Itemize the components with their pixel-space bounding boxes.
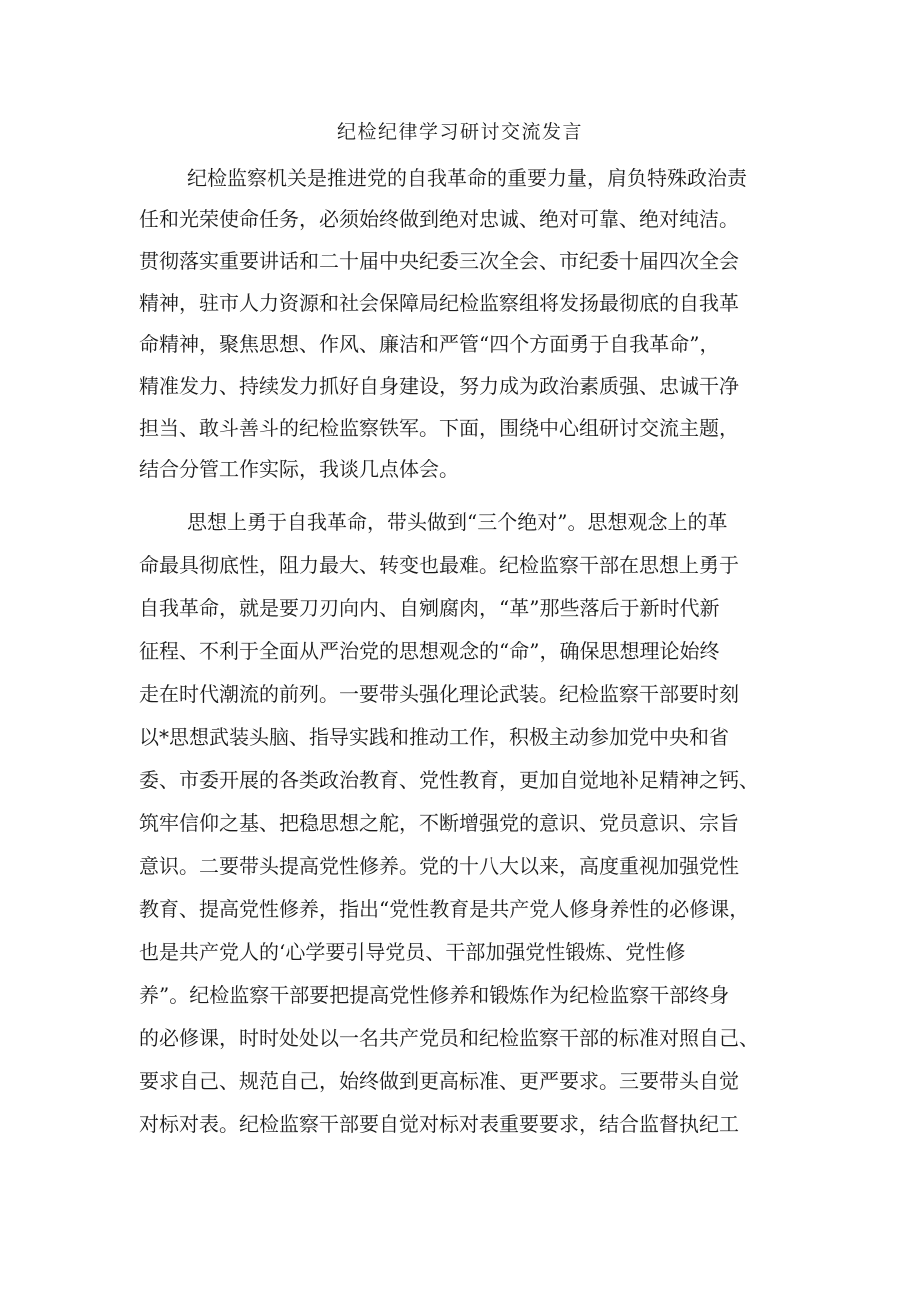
paragraph-1-line-6: 精准发力、持续发力抓好自身建设，努力成为政治素质强、忠诚干净 bbox=[139, 374, 739, 398]
paragraph-2-line-9: 意识。二要带头提高党性修养。党的十八大以来，高度重视加强党性 bbox=[139, 854, 739, 878]
paragraph-2-line-3: 自我革命，就是要刀刃向内、自剜腐肉，“革”那些落后于新时代新 bbox=[139, 596, 720, 620]
paragraph-1-line-5: 命精神，聚焦思想、作风、廉洁和严管“四个方面勇于自我革命”， bbox=[139, 332, 720, 356]
paragraph-1-line-2: 任和光荣使命任务，必须始终做到绝对忠诚、绝对可靠、绝对纯洁。 bbox=[139, 207, 739, 231]
paragraph-2-line-5: 走在时代潮流的前列。一要带头强化理论武装。纪检监察干部要时刻 bbox=[139, 682, 739, 706]
paragraph-2-line-12: 养”。纪检监察干部要把提高党性修养和锻炼作为纪检监察干部终身 bbox=[139, 983, 730, 1007]
paragraph-1-line-8: 结合分管工作实际，我谈几点体会。 bbox=[139, 457, 459, 481]
paragraph-2-line-11: 也是共产党人的‘心学要引导党员、干部加强党性锻炼、党性修 bbox=[139, 940, 686, 964]
paragraph-1-line-4: 精神，驻市人力资源和社会保障局纪检监察组将发扬最彻底的自我革 bbox=[139, 291, 739, 315]
paragraph-2-line-10: 教育、提高党性修养，指出“党性教育是共产党人修身养性的必修课， bbox=[139, 897, 750, 921]
paragraph-1-line-3: 贯彻落实重要讲话和二十届中央纪委三次全会、市纪委十届四次全会 bbox=[139, 249, 739, 273]
paragraph-1-line-7: 担当、敢斗善斗的纪检监察铁军。下面，围绕中心组研讨交流主题， bbox=[139, 416, 739, 440]
paragraph-1-line-1: 纪检监察机关是推进党的自我革命的重要力量，肩负特殊政治责 bbox=[187, 166, 747, 190]
paragraph-2-line-7: 委、市委开展的各类政治教育、党性教育，更加自觉地补足精神之钙、 bbox=[139, 768, 759, 792]
paragraph-2-line-13: 的必修课，时时处处以一名共产党员和纪检监察干部的标准对照自己、 bbox=[139, 1026, 759, 1050]
paragraph-2-line-15: 对标对表。纪检监察干部要自觉对标对表重要要求，结合监督执纪工 bbox=[139, 1112, 739, 1136]
paragraph-2-line-2: 命最具彻底性，阻力最大、转变也最难。纪检监察干部在思想上勇于 bbox=[139, 553, 739, 577]
document-title: 纪检纪律学习研讨交流发言 bbox=[336, 121, 583, 143]
paragraph-2-line-4: 征程、不利于全面从严治党的思想观念的“命”，确保思想理论始终 bbox=[139, 639, 720, 663]
paragraph-2-line-14: 要求自己、规范自己，始终做到更高标准、更严要求。三要带头自觉 bbox=[139, 1069, 739, 1093]
paragraph-2-line-6: 以*思想武装头脑、指导实践和推动工作，积极主动参加党中央和省 bbox=[139, 725, 729, 749]
paragraph-2-line-1: 思想上勇于自我革命，带头做到“三个绝对”。思想观念上的革 bbox=[187, 510, 728, 534]
paragraph-2-line-8: 筑牢信仰之基、把稳思想之舵，不断增强党的意识、党员意识、宗旨 bbox=[139, 811, 739, 835]
